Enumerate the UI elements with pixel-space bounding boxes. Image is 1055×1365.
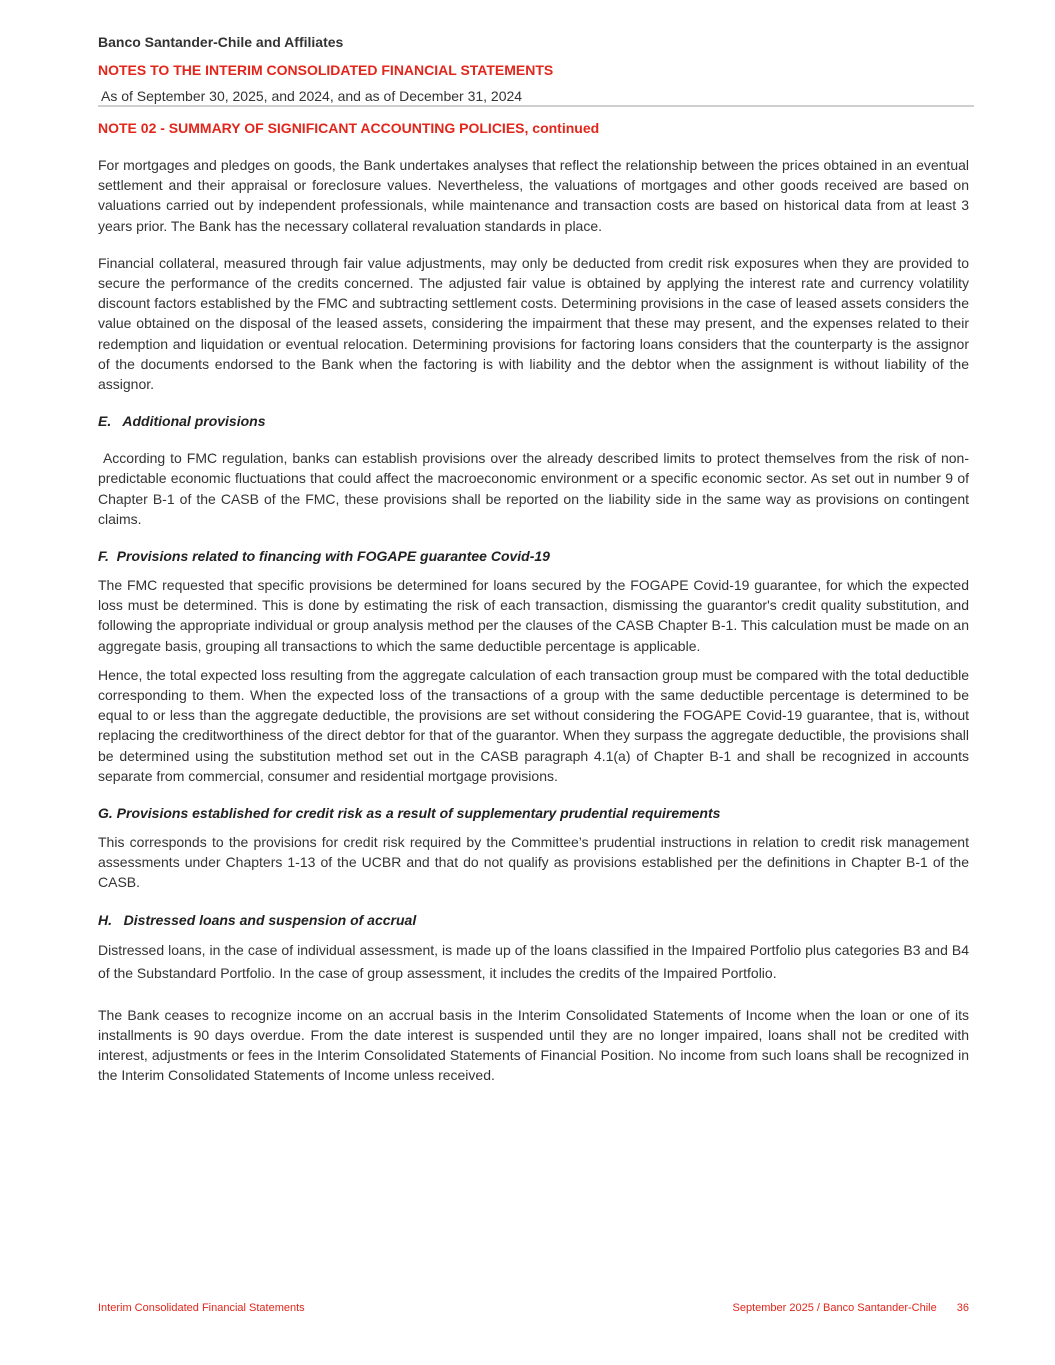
reporting-period: As of September 30, 2025, and 2024, and as of December 31, 2024 [101,88,523,104]
heading-distressed-loans: H. Distressed loans and suspension of accrual [98,911,417,928]
document-body [98,155,973,1103]
footer-document-title: Interim Consolidated Financial Statements [98,1302,305,1314]
page-number: 36 [956,1302,969,1314]
company-name: Banco Santander-Chile and Affiliates [98,34,344,50]
paragraph-accrual-suspension: The Bank ceases to recognize income on an accrual basis in the Interim Consolidated Statements of Income when the loan or one of its installments is 90 days overdue. From the date interest is suspended until they are no longer impaired, loans shall not be credited with interest, adjustments or fees in the Interim Consolidated Statements of Financial Position. No income from such loans shall be recognized in the Interim Consolidated Statements of Income unless received. [98,1006,969,1084]
paragraph-fogape-2: Hence, the total expected loss resulting from the aggregate calculation of each transaction group must be compared with the total deductible corresponding to them. When the expected loss of the transactions of a group with the same deductible percentage is determined to be equal to or less than the aggregate deductible, the provisions are set without considering the FOGAPE Covid-19 guarantee, that is, without replacing the creditworthiness of the direct debtor for that of the guarantor. When they surpass the aggregate deductible, the provisions shall be determined using the substitution method set out in the CASB paragraph 4.1(a) of Chapter B-1 and shall be recognized in accounts separate from commercial, consumer and residential mortgage provisions. [98,666,969,784]
paragraph-fogape-1: The FMC requested that specific provisions be determined for loans secured by the FOGAPE Covid-19 guarantee, for which the expected loss must be determined. This is done by estimating the risk of each transaction, dismissing the guarantor's credit quality substitution, and following the appropriate individual or group analysis method per the clauses of the CASB Chapter B-1. This calculation must be made on an aggregate basis, grouping all transactions to which the same deductible percentage is applicable. [98,577,969,654]
heading-additional-provisions: E. Additional provisions [98,413,266,430]
paragraph-distressed-loans: Distressed loans, in the case of individual assessment, is made up of the loans classified in the Impaired Portfolio plus categories B3 and B4 of the Substandard Portfolio. In the case of group assessment, it includes the credits of the Impaired Portfolio. [98,941,969,982]
paragraph-mortgages: For mortgages and pledges on goods, the Bank undertakes analyses that reflect the relationship between the prices obtained in an eventual settlement and their appraisal or foreclosure values. Nevertheless, the valuations of mortgages and other goods received are based on valuations carried out by independent professionals, while maintenance and transaction costs are based on historical data from at least 3 years prior. The Bank has the necessary collateral revaluation standards in place. [98,157,969,234]
footer-date-bank: September 2025 / Banco Santander-Chile [732,1302,937,1314]
footer-page-info [733,1302,970,1314]
heading-fogape-provisions: F. Provisions related to financing with FOGAPE guarantee Covid-19 [98,548,550,565]
notes-title: NOTES TO THE INTERIM CONSOLIDATED FINANCIAL STATEMENTS [98,62,554,78]
note-title: NOTE 02 - SUMMARY OF SIGNIFICANT ACCOUNTING POLICIES, continued [98,120,600,136]
paragraph-financial-collateral: Financial collateral, measured through fair value adjustments, may only be deducted from credit risk exposures when they are provided to secure the performance of the credits concerned. The adjusted fair value is obtained by applying the interest rate and currency volatility discount factors established by the FMC and subtracting settlement costs. Determining provisions in the case of leased assets considers the value obtained on the disposal of the leased assets, considering the impairment that these may present, and the expenses related to their redemption and liquidation or eventual relocation. Determining provisions for factoring loans considers that the counterparty is the assignor of the documents endorsed to the Bank when the factoring is with liability and the debtor when the assignment is without liability of the assignor. [98,254,969,393]
paragraph-prudential-provisions: This corresponds to the provisions for credit risk required by the Committee’s prudential instructions in relation to credit risk management assessments under Chapters 1-13 of the UCBR and that do not qualify as provisions established per the definitions in Chapter B-1 of the CASB. [98,834,969,891]
heading-prudential-provisions: G. Provisions established for credit risk as a result of supplementary prudential requirements [98,805,721,822]
header-divider [98,105,974,107]
paragraph-additional-provisions: According to FMC regulation, banks can establish provisions over the already described limits to protect themselves from the risk of non-predictable economic fluctuations that could affect the macroeconomic environment or a specific economic sector. As set out in number 9 of Chapter B-1 of the CASB of the FMC, these provisions shall be reported on the liability side in the same way as provisions on contingent claims. [98,450,973,527]
